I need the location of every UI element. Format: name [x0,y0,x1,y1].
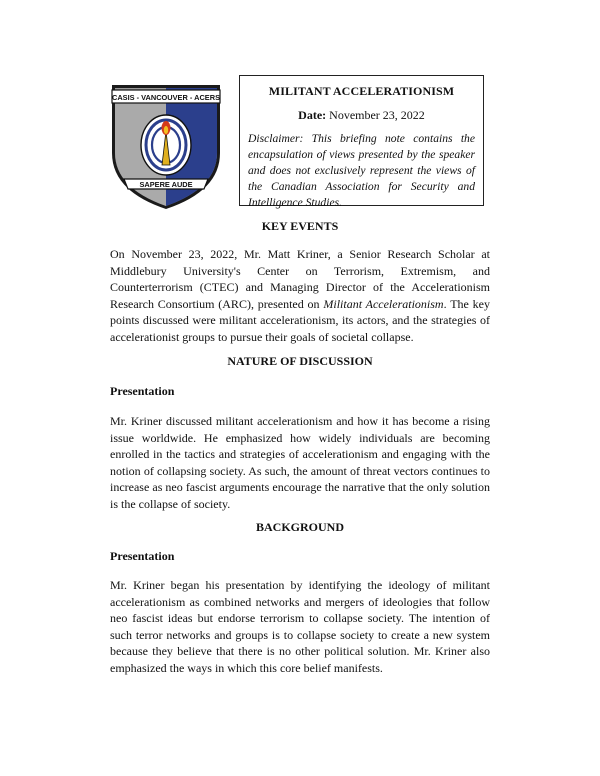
date-label: Date: [298,108,327,122]
nature-subheading: Presentation [110,384,175,398]
casis-crest-logo [108,79,224,211]
nature-subheading-wrap [110,384,490,399]
nature-paragraph-wrap [110,413,490,512]
key-events-text-2: . The key points discussed were militant accelerationism, its actors, and the strategies of accelerationist groups to pursue their goals of societal collapse. [110,296,490,344]
key-events-paragraph-wrap [110,246,490,345]
background-subheading: Presentation [110,549,175,563]
key-events-heading: KEY EVENTS [261,219,339,233]
disclaimer-text: Disclaimer: This briefing note contains the encapsulation of views presented by the speaker and does not exclusively represent the views of the Canadian Association for Security and Intelligence Studies. [248,132,475,209]
crest-motto-text: SAPERE AUDE [139,180,193,189]
date-value: November 23, 2022 [329,108,425,122]
nature-section [110,354,490,369]
background-heading: BACKGROUND [255,520,344,534]
presentation-title: Militant Accelerationism [323,296,444,311]
key-events-section [110,219,490,234]
document-title: MILITANT ACCELERATIONISM [268,84,455,98]
key-events-paragraph [110,246,490,345]
background-paragraph-wrap [110,577,490,676]
background-paragraph: Mr. Kriner began his presentation by identifying the ideology of militant accelerationism as combined networks and mergers of ideologies that follow neo fascist ideas but endorse terrorism to collapse society. The intention of such terror networks and groups is to collapse society to create a new system because they believe that there is no other political solution. Mr. Kriner also emphasized the ways in which this core belief manifests. [110,578,490,675]
briefing-header-box [239,75,484,209]
background-section [110,520,490,535]
nature-heading: NATURE OF DISCUSSION [227,354,373,368]
nature-paragraph: Mr. Kriner discussed militant accelerationism and how it has become a rising issue worldwide. He emphasized how widely individuals are becoming enrolled in the tactics and strategies of accelerationism and engaging with the notion of collapsing society. As such, the amount of threat vectors continues to increase as neo fascist arguments encourage the narrative that the only solution is the collapse of society. [110,414,490,511]
date-line [248,108,475,123]
background-subheading-wrap [110,549,490,564]
crest-top-banner-text: CASIS - VANCOUVER - ACERS [112,93,220,102]
key-events-text-1: On November 23, 2022, Mr. Matt Kriner, a Senior Research Scholar at Middlebury University's Center on Terrorism, Extremism, and Counterterrorism (CTEC) and Managing Director of the Accelerationism Research Consortium (ARC), presented on [110,247,490,311]
